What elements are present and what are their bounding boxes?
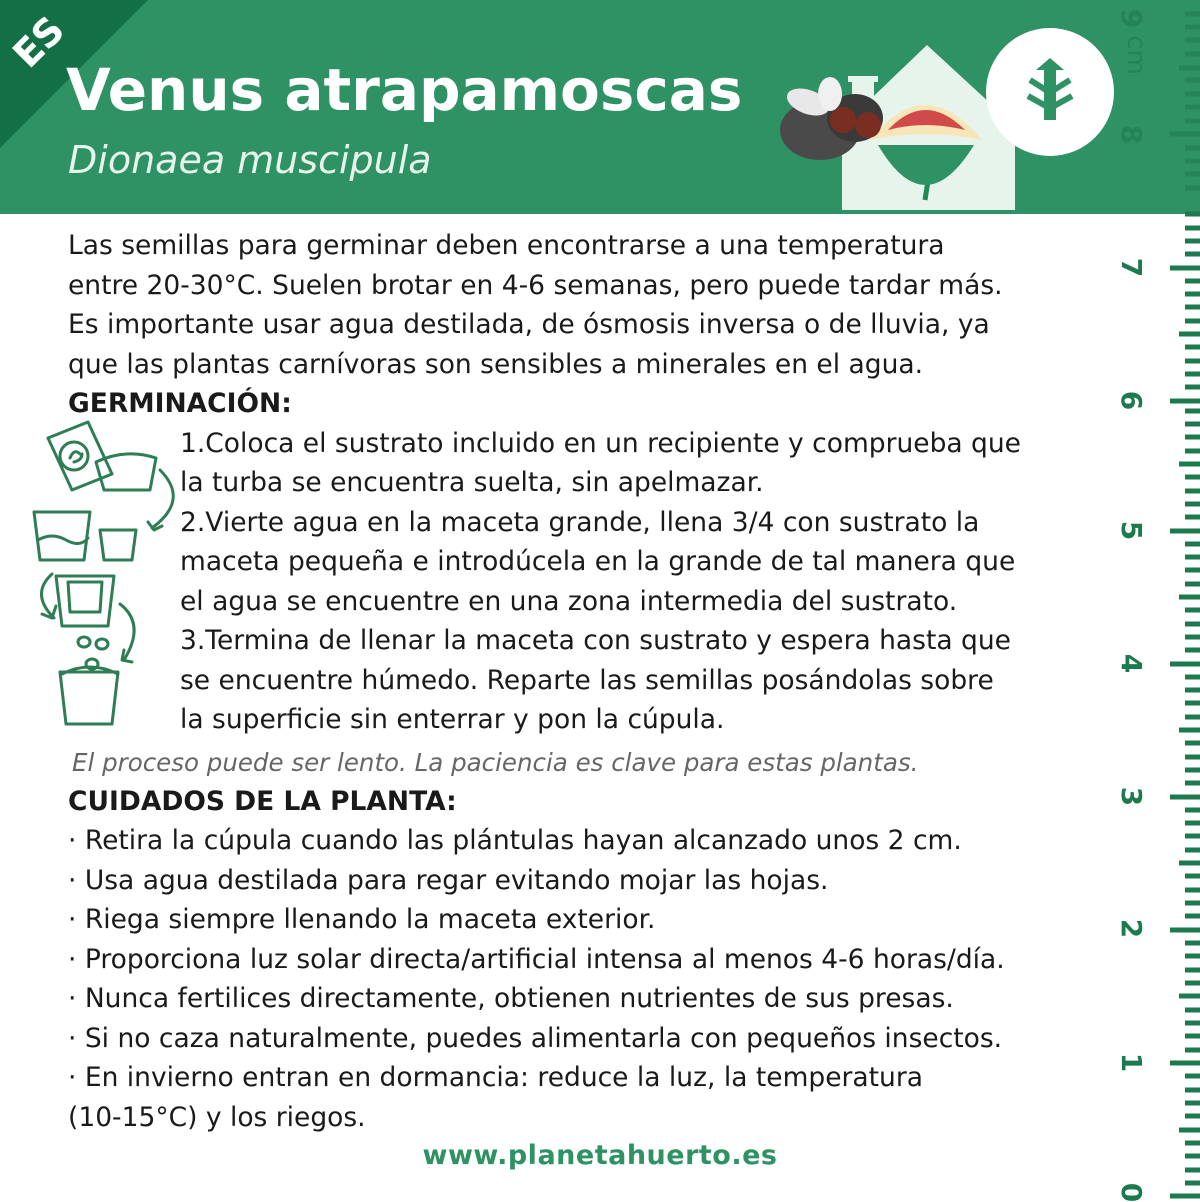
ruler-unit: cm — [1120, 35, 1151, 75]
step-3-line: 3.Termina de llenar la maceta con sustrato y espera hasta que — [180, 625, 1011, 656]
germination-steps — [180, 424, 1118, 740]
intro-line: entre 20-30°C. Suelen brotar en 4-6 semanas, pero puede tardar más. — [68, 269, 1003, 301]
intro-line: que las plantas carnívoras son sensibles a minerales en el agua. — [68, 348, 924, 380]
care-item: · Retira la cúpula cuando las plántulas hayan alcanzado unos 2 cm. — [68, 825, 962, 856]
ruler-label-0: 0 — [1115, 1182, 1149, 1202]
ruler-label-2: 2 — [1115, 918, 1149, 939]
intro-paragraph — [68, 226, 1118, 384]
step-3-line: la superficie sin enterrar y pon la cúpula. — [180, 704, 725, 735]
care-item: · Si no caza naturalmente, puedes alimentarla con pequeños insectos. — [68, 1022, 1003, 1054]
ruler-label-7: 7 — [1115, 257, 1149, 278]
germination-heading: GERMINACIÓN: — [68, 388, 292, 419]
care-list — [68, 821, 1118, 1137]
intro-line: Es importante usar agua destilada, de ósmosis inversa o de lluvia, ya — [68, 309, 990, 340]
care-item: · Proporciona luz solar directa/artificial intensa al menos 4-6 horas/día. — [68, 943, 1005, 975]
care-item: · Nunca fertilices directamente, obtienen nutrientes de sus presas. — [68, 983, 954, 1014]
centimeter-ruler — [1110, 0, 1200, 1200]
care-item: · En invierno entran en dormancia: reduce la luz, la temperatura — [68, 1062, 923, 1093]
page-title: Venus atrapamoscas — [66, 56, 743, 124]
care-item: (10-15°C) y los riegos. — [68, 1101, 366, 1133]
step-3-line: se encuentre húmedo. Reparte las semillas posándolas sobre — [180, 664, 994, 696]
care-item: · Usa agua destilada para regar evitando mojar las hojas. — [68, 864, 829, 896]
care-item: · Riega siempre llenando la maceta exterior. — [68, 904, 656, 935]
step-2-line: maceta pequeña e introdúcela en la grande de tal manera que — [180, 546, 1016, 577]
step-2-line: el agua se encuentre en una zona intermedia del sustrato. — [180, 585, 958, 617]
website-link[interactable]: www.planetahuerto.es — [422, 1140, 778, 1171]
venus-flytrap-house-fly-icon — [760, 20, 1120, 210]
header-banner — [0, 0, 1200, 214]
ruler-label-6: 6 — [1115, 390, 1149, 411]
step-1-line: 1.Coloca el sustrato incluido en un recipiente y comprueba que — [180, 427, 1021, 459]
ruler-label-3: 3 — [1115, 786, 1149, 807]
step-2-line: 2.Vierte agua en la maceta grande, llena 3/4 con sustrato la — [180, 506, 980, 538]
care-heading: CUIDADOS DE LA PLANTA: — [68, 785, 457, 817]
intro-line: Las semillas para germinar deben encontrarse a una temperatura — [68, 230, 945, 261]
scientific-name: Dionaea muscipula — [68, 138, 432, 182]
language-badge: ES — [4, 7, 74, 77]
ruler-label-4: 4 — [1115, 653, 1149, 674]
step-1-line: la turba se encuentra suelta, sin apelmazar. — [180, 467, 764, 498]
ruler-label-8: 8 — [1115, 124, 1149, 145]
instructions-body — [68, 226, 1118, 1137]
ruler-label-1: 1 — [1115, 1052, 1149, 1073]
ruler-label-5: 5 — [1115, 520, 1149, 541]
ruler-label-9: 9 — [1115, 8, 1149, 29]
patience-note: El proceso puede ser lento. La paciencia es clave para estas plantas. — [72, 747, 919, 777]
